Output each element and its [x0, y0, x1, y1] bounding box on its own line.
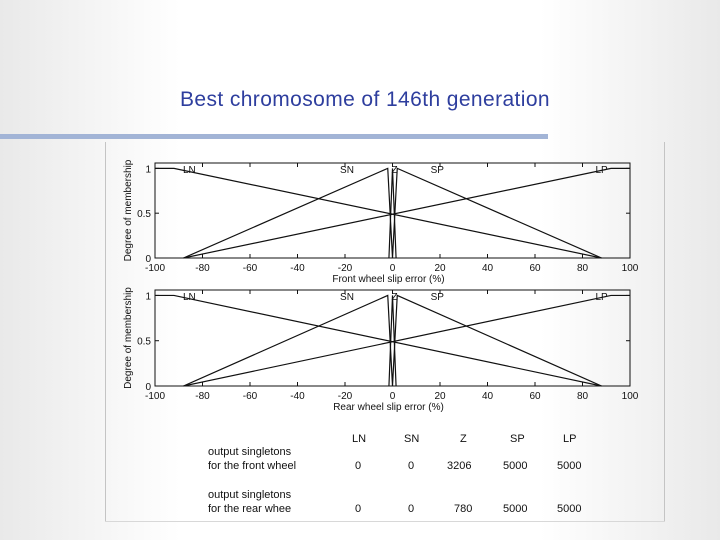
- chart1-series-sn-line: [184, 168, 393, 258]
- chart2-series-sn-label: SN: [340, 292, 354, 303]
- chart1-x-tick-label: -40: [290, 263, 305, 274]
- chart1-series-z-label: Z: [391, 165, 398, 176]
- chart2-x-tick-label: 0: [389, 391, 396, 402]
- chart1-x-tick-label: -60: [242, 263, 258, 274]
- rear-sn-value: 0: [408, 503, 415, 515]
- table-header-ln: LN: [352, 433, 367, 445]
- chart1-x-tick-label: 0: [389, 263, 396, 274]
- chart1-series-ln-label: LN: [183, 165, 196, 176]
- chart1-series-lp-label: LP: [595, 165, 608, 176]
- chart1-y-tick-label: 0.5: [137, 209, 151, 221]
- chart2-y-tick-label: 1: [145, 291, 151, 303]
- chart1-series-lp-line: [184, 168, 631, 258]
- chart2-series-ln-line: [155, 295, 602, 386]
- chart1-series-sp-label: SP: [430, 165, 444, 176]
- chart2-y-axis-label: Degree of membership: [123, 287, 134, 389]
- chart1-y-tick-label: 0: [145, 254, 151, 265]
- slide-title: Best chromosome of 146th generation: [179, 88, 551, 111]
- chart2-series-lp-label: LP: [595, 292, 608, 303]
- chart2-series-sp-label: SP: [430, 292, 444, 303]
- rear-ln-value: 0: [355, 503, 362, 515]
- chart1-y-axis-label: Degree of membership: [123, 159, 134, 262]
- chart1-series-ln-line: [155, 168, 602, 258]
- front-lp-value: 5000: [557, 460, 582, 472]
- table-header-sn: SN: [404, 433, 420, 445]
- table-header-sp: SP: [510, 433, 525, 445]
- table-header-z: Z: [460, 433, 467, 445]
- chart2-x-tick-label: 100: [621, 391, 639, 402]
- front-row-label-line2: for the front wheel: [208, 460, 297, 472]
- rear-z-value: 780: [454, 503, 473, 515]
- chart2-series-z-label: Z: [391, 292, 398, 303]
- chart1-series-sp-line: [393, 168, 602, 258]
- front-sp-value: 5000: [503, 460, 528, 472]
- chart1-x-tick-label: -80: [195, 263, 210, 274]
- chart2-series-sn-line: [184, 295, 393, 386]
- chart2-x-tick-label: 40: [481, 391, 494, 402]
- chart2-x-axis-label: Rear wheel slip error (%): [333, 402, 444, 413]
- chart1-x-axis-label: Front wheel slip error (%): [332, 274, 445, 285]
- chart2-x-tick-label: -40: [290, 391, 305, 402]
- rear-row-label-line2: for the rear whee: [208, 503, 292, 515]
- chart1-series-sn-label: SN: [340, 165, 354, 176]
- rear-lp-value: 5000: [557, 503, 582, 515]
- chart1-x-tick-label: 100: [621, 263, 639, 274]
- chart2-x-tick-label: 60: [529, 391, 541, 402]
- chart1-x-tick-label: -100: [144, 263, 166, 274]
- chart2-x-tick-label: 20: [434, 391, 446, 402]
- chart1-x-tick-label: 20: [434, 263, 446, 274]
- chart2-x-tick-label: 80: [576, 391, 589, 402]
- front-row-label-line1: output singletons: [208, 446, 292, 458]
- chart2-series-lp-line: [184, 295, 631, 386]
- rear-sp-value: 5000: [503, 503, 528, 515]
- front-sn-value: 0: [408, 460, 415, 472]
- front-z-value: 3206: [447, 460, 472, 472]
- chart1-x-tick-label: 60: [529, 263, 541, 274]
- chart1-x-tick-label: 40: [481, 263, 494, 274]
- chart1-y-tick-label: 1: [145, 164, 151, 176]
- chart1-x-tick-label: -20: [337, 263, 353, 274]
- chart2-x-tick-label: -80: [195, 391, 210, 402]
- chart2-x-tick-label: -20: [337, 391, 353, 402]
- chart2-series-ln-label: LN: [183, 292, 196, 303]
- chart1-x-tick-label: 80: [576, 263, 589, 274]
- chart2-y-tick-label: 0.5: [137, 336, 151, 348]
- chart2-x-tick-label: -100: [144, 391, 166, 402]
- front-ln-value: 0: [355, 460, 362, 472]
- rear-row-label-line1: output singletons: [208, 489, 292, 501]
- chart2-x-tick-label: -60: [242, 391, 258, 402]
- chart2-y-tick-label: 0: [145, 382, 151, 393]
- chart2-series-sp-line: [393, 295, 602, 386]
- table-header-lp: LP: [563, 433, 577, 445]
